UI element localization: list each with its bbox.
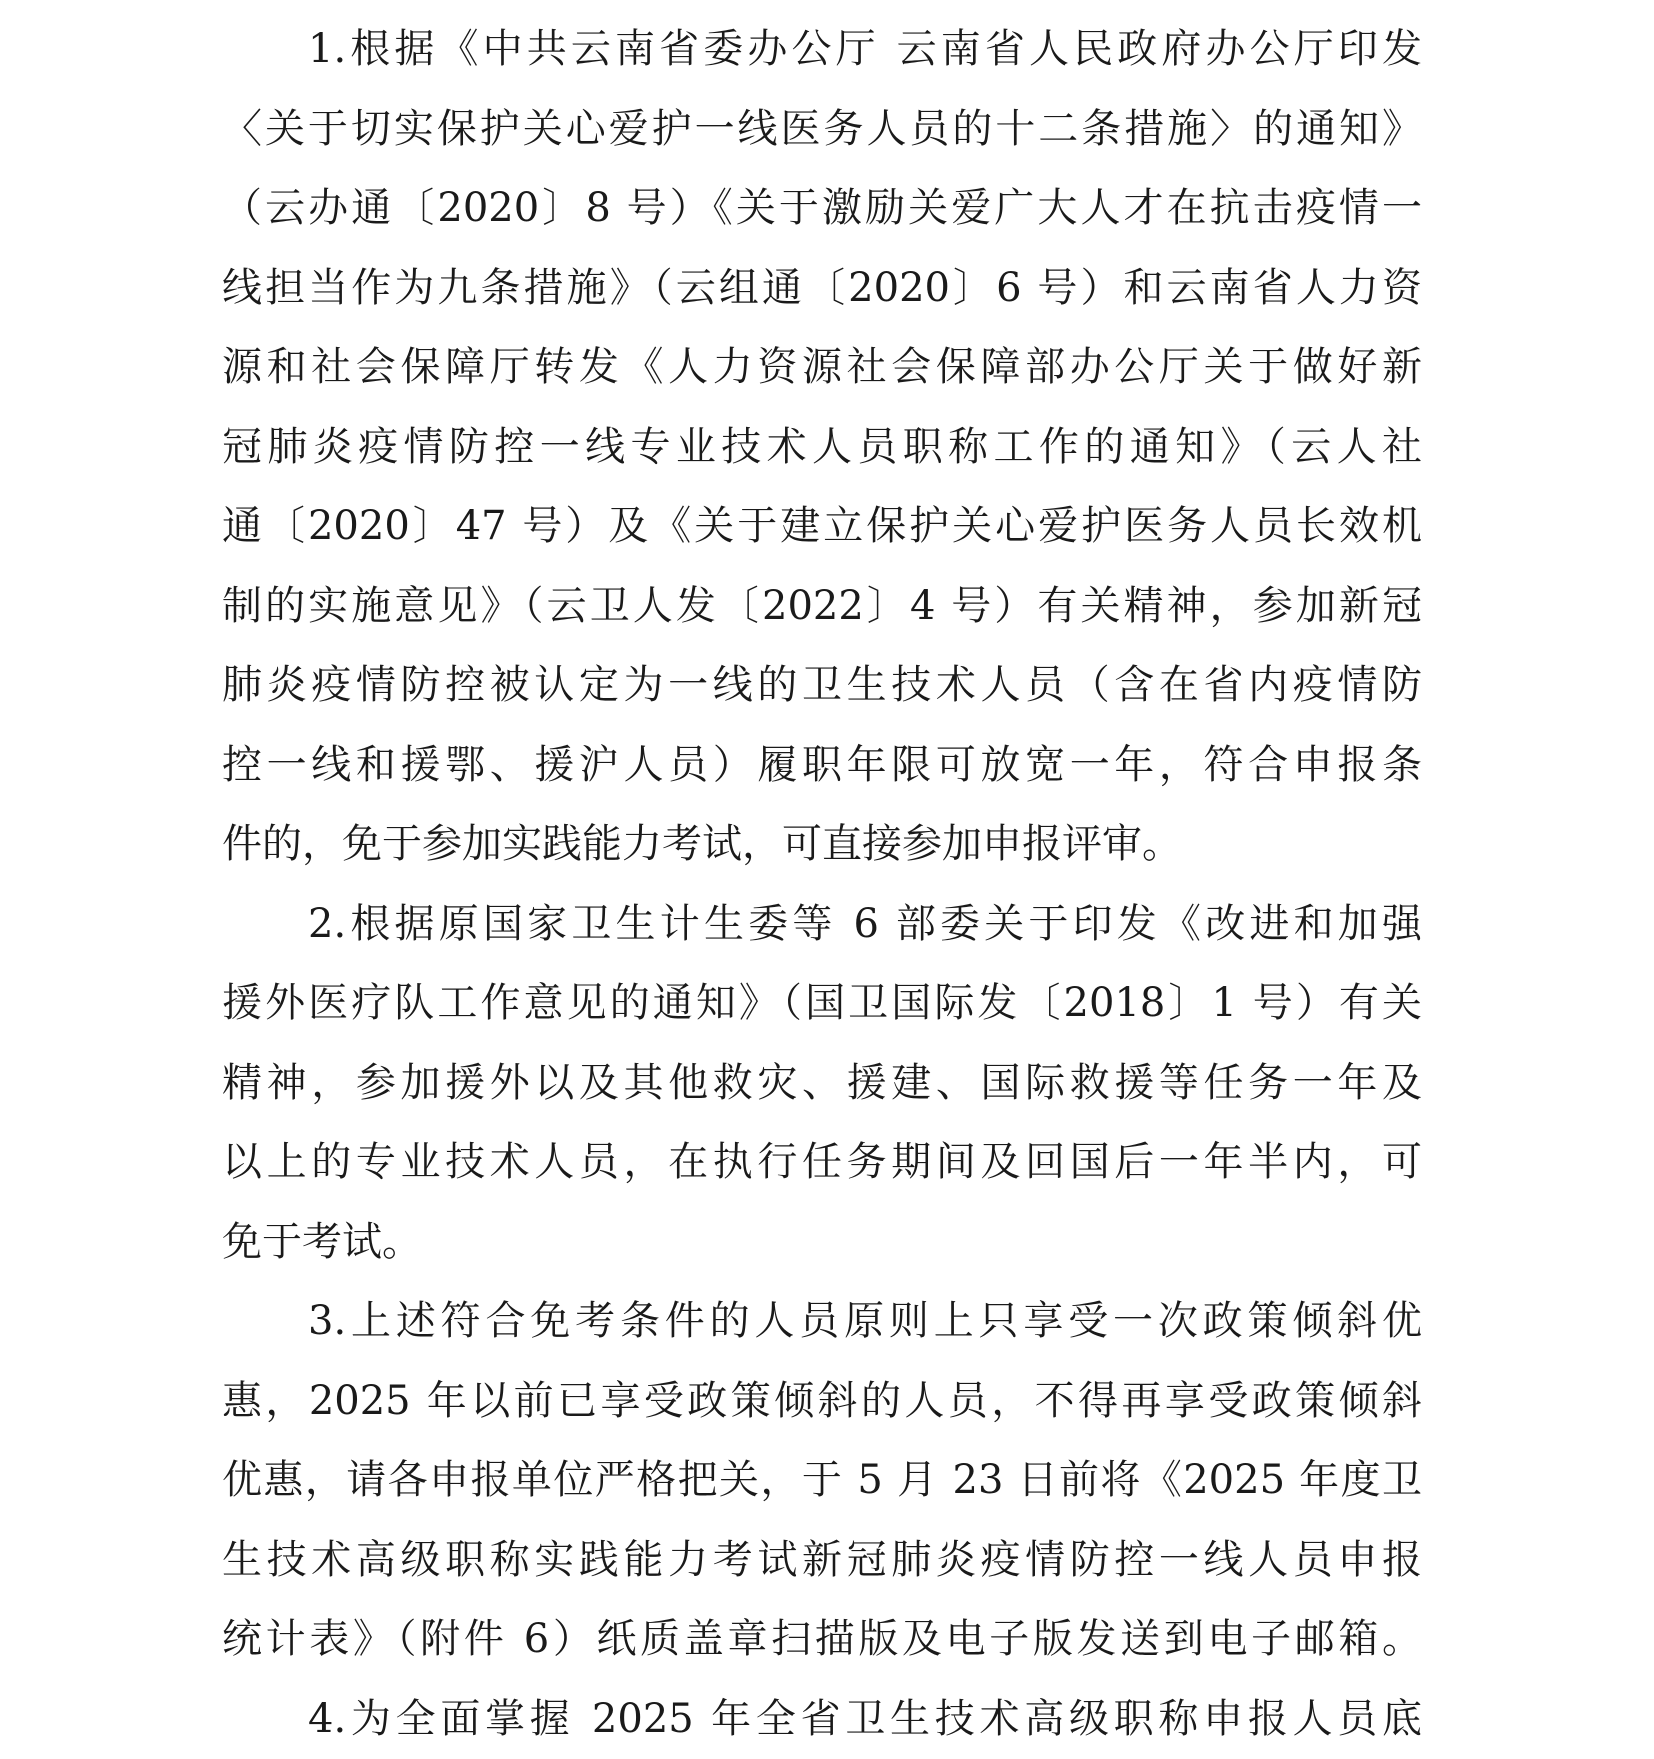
paragraph-1-line-7: 通〔2020〕47 号）及《关于建立保护关心爱护医务人员长效机 [222,487,1422,567]
paragraph-3-line-1: 3.上述符合免考条件的人员原则上只享受一次政策倾斜优 [222,1282,1422,1362]
paragraph-2-line-4: 以上的专业技术人员，在执行任务期间及回国后一年半内，可 [222,1123,1422,1203]
paragraph-2-line-2: 援外医疗队工作意见的通知》（国卫国际发〔2018〕1 号）有关 [222,964,1422,1044]
paragraph-2-line-5: 免于考试。 [222,1203,1422,1283]
document-body [222,10,1422,1759]
paragraph-3-line-4: 生技术高级职称实践能力考试新冠肺炎疫情防控一线人员申报 [222,1521,1422,1601]
paragraph-2-line-1: 2.根据原国家卫生计生委等 6 部委关于印发《改进和加强 [222,885,1422,965]
paragraph-4-line-1: 4.为全面掌握 2025 年全省卫生技术高级职称申报人员底 [222,1680,1422,1759]
paragraph-1-line-4: 线担当作为九条措施》（云组通〔2020〕6 号）和云南省人力资 [222,249,1422,329]
paragraph-1-line-6: 冠肺炎疫情防控一线专业技术人员职称工作的通知》（云人社 [222,408,1422,488]
paragraph-1-line-11: 件的，免于参加实践能力考试，可直接参加申报评审。 [222,805,1422,885]
paragraph-1-line-3: （云办通〔2020〕8 号）《关于激励关爱广大人才在抗击疫情一 [222,169,1422,249]
paragraph-1-line-10: 控一线和援鄂、援沪人员）履职年限可放宽一年，符合申报条 [222,726,1422,806]
paragraph-3-line-3: 优惠，请各申报单位严格把关，于 5 月 23 日前将《2025 年度卫 [222,1441,1422,1521]
paragraph-1-line-1: 1.根据《中共云南省委办公厅 云南省人民政府办公厅印发 [222,10,1422,90]
paragraph-1-line-2: 〈关于切实保护关心爱护一线医务人员的十二条措施〉的通知》 [222,90,1422,170]
paragraph-2-line-3: 精神，参加援外以及其他救灾、援建、国际救援等任务一年及 [222,1044,1422,1124]
paragraph-1-line-9: 肺炎疫情防控被认定为一线的卫生技术人员（含在省内疫情防 [222,646,1422,726]
paragraph-3-line-5: 统计表》（附件 6）纸质盖章扫描版及电子版发送到电子邮箱。 [222,1600,1422,1680]
paragraph-1-line-5: 源和社会保障厅转发《人力资源社会保障部办公厅关于做好新 [222,328,1422,408]
paragraph-3-line-2: 惠，2025 年以前已享受政策倾斜的人员，不得再享受政策倾斜 [222,1362,1422,1442]
paragraph-1-line-8: 制的实施意见》（云卫人发〔2022〕4 号）有关精神，参加新冠 [222,567,1422,647]
